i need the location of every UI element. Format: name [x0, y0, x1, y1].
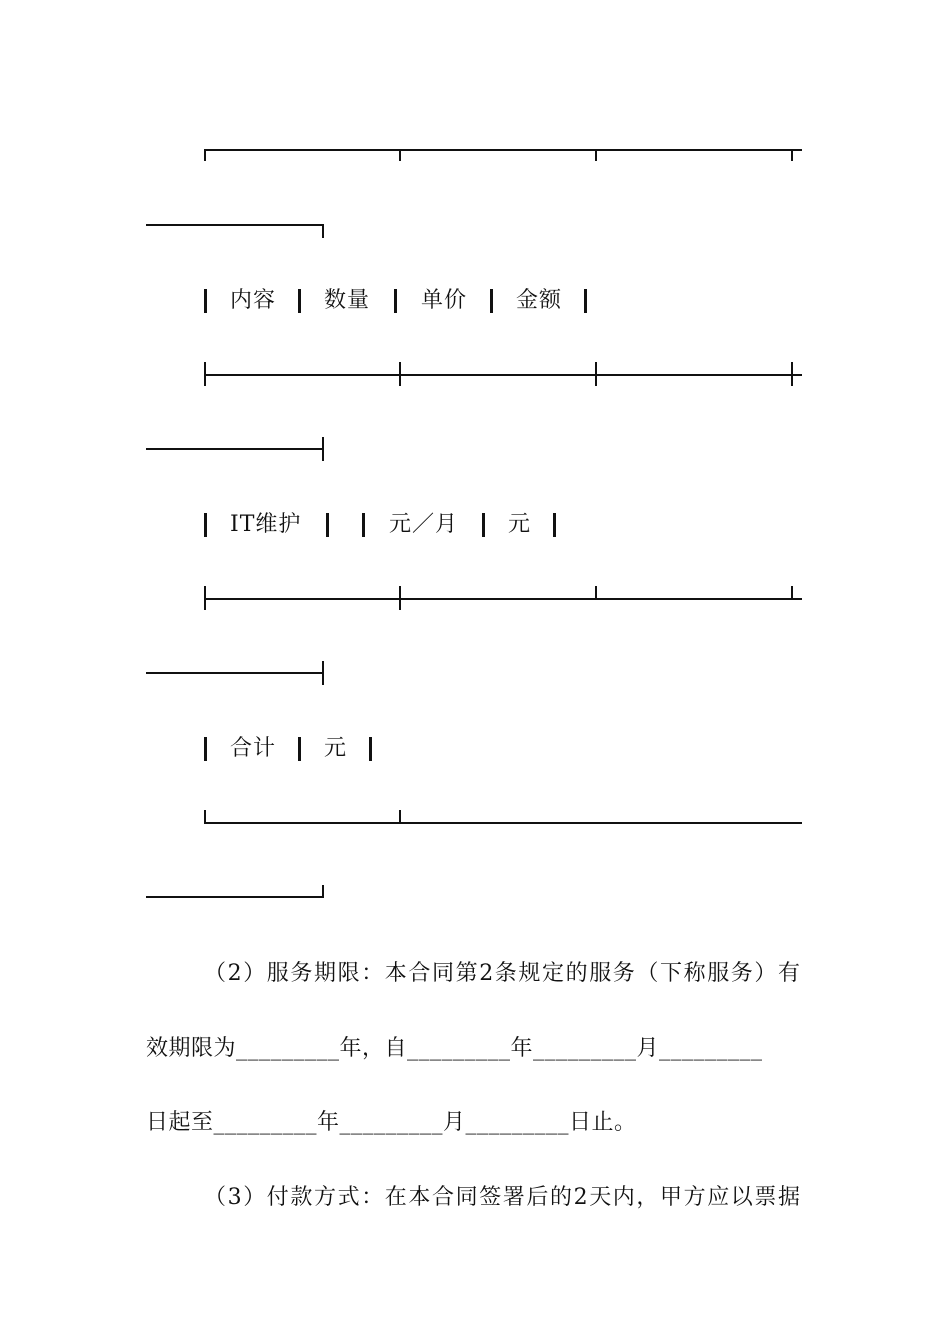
table-border-tick: [595, 586, 597, 599]
table-bottom-border: [204, 822, 802, 824]
table-row-divider: [204, 374, 802, 376]
cell-amount: 元: [508, 512, 532, 537]
cell-separator: [394, 289, 397, 313]
cell-separator: [326, 513, 329, 537]
table-top-border: [204, 149, 802, 151]
table-border-continuation: [146, 672, 324, 674]
table-border-tick: [322, 224, 324, 238]
table-border-continuation: [146, 448, 324, 450]
table-border-tick: [322, 885, 324, 898]
cell-item: IT维护: [230, 512, 302, 537]
cell-total-amount: 元: [324, 736, 348, 761]
table-border-tick: [204, 586, 206, 610]
table-border-tick: [399, 810, 401, 823]
header-cell-content: 内容: [230, 288, 277, 313]
clause-3-line-1: （3）付款方式：在本合同签署后的2天内，甲方应以票据: [204, 1185, 802, 1210]
table-border-tick: [791, 362, 793, 386]
header-cell-quantity: 数量: [324, 288, 371, 313]
cell-separator: [553, 513, 556, 537]
cell-separator: [482, 513, 485, 537]
cell-separator: [298, 289, 301, 313]
table-border-tick: [399, 362, 401, 386]
cell-separator: [204, 289, 207, 313]
cell-unit-price: 元／月: [389, 512, 459, 537]
cell-separator: [584, 289, 587, 313]
table-border-tick: [791, 586, 793, 599]
table-border-tick: [399, 586, 401, 610]
table-border-tick: [322, 437, 324, 461]
cell-separator: [490, 289, 493, 313]
table-border-continuation: [146, 224, 324, 226]
table-border-tick: [595, 149, 597, 161]
table-border-tick: [322, 661, 324, 685]
cell-separator: [204, 513, 207, 537]
table-border-tick: [204, 810, 206, 823]
cell-separator: [204, 737, 207, 761]
header-cell-amount: 金额: [516, 288, 563, 313]
table-border-tick: [204, 149, 206, 161]
table-border-tick: [204, 362, 206, 386]
cell-total-label: 合计: [230, 736, 277, 761]
header-cell-unit-price: 单价: [421, 288, 468, 313]
cell-separator: [298, 737, 301, 761]
clause-2-line-1: （2）服务期限：本合同第2条规定的服务（下称服务）有: [204, 961, 802, 986]
table-border-tick: [595, 362, 597, 386]
table-border-tick: [791, 149, 793, 161]
table-row-divider: [204, 598, 802, 600]
clause-2-line-2: 效期限为_________年，自_________年_________月_________: [146, 1036, 763, 1061]
cell-separator: [369, 737, 372, 761]
cell-separator: [362, 513, 365, 537]
table-border-tick: [399, 149, 401, 161]
clause-2-line-3: 日起至_________年_________月_________日止。: [146, 1110, 637, 1135]
table-border-continuation: [146, 896, 324, 898]
